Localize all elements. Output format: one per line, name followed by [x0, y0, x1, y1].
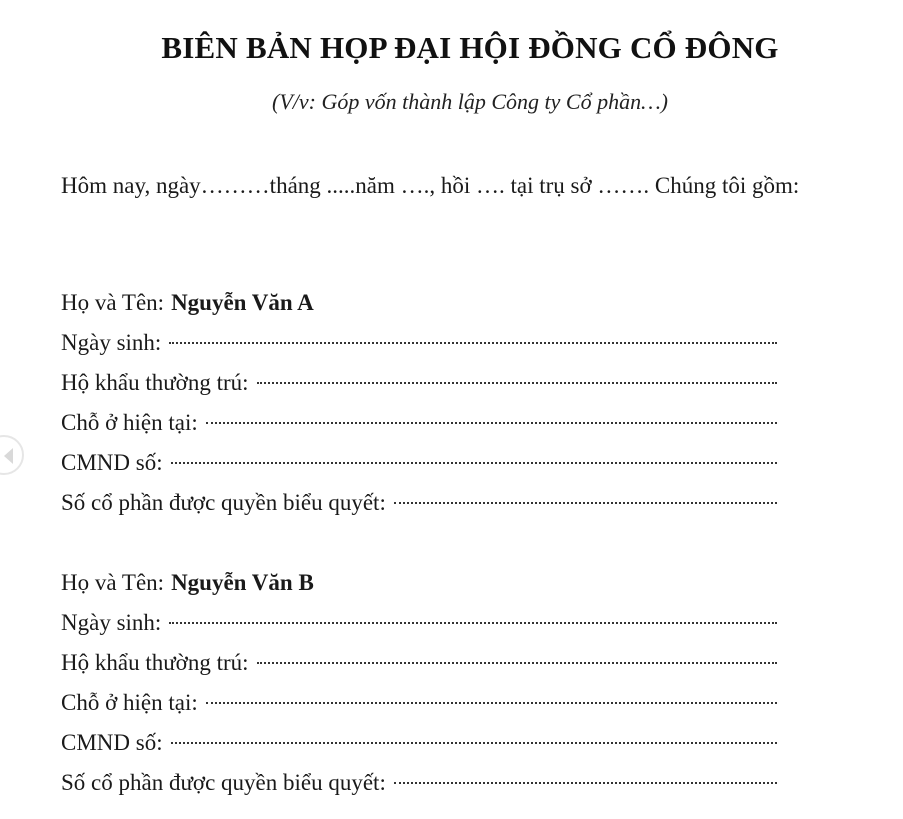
birth-row: [61, 323, 777, 363]
residence-label: Hộ khẩu thường trú:: [61, 650, 249, 675]
name-label: Họ và Tên:: [61, 570, 165, 595]
name-value: Nguyễn Văn B: [171, 570, 314, 595]
shareholder-block-b: [61, 563, 777, 803]
id-field[interactable]: [171, 462, 777, 464]
shares-row: [61, 483, 777, 523]
name-row: [61, 283, 777, 323]
id-label: CMND số:: [61, 730, 163, 755]
id-field[interactable]: [171, 742, 777, 744]
name-value: Nguyễn Văn A: [171, 290, 314, 315]
shares-field[interactable]: [394, 782, 777, 784]
current-address-field[interactable]: [206, 702, 777, 704]
residence-row: [61, 643, 777, 683]
document-subtitle: (V/v: Góp vốn thành lập Công ty Cổ phần…): [272, 89, 668, 114]
birth-label: Ngày sinh:: [61, 330, 162, 355]
shares-row: [61, 763, 777, 803]
name-row: [61, 563, 777, 603]
current-address-row: [61, 683, 777, 723]
id-label: CMND số:: [61, 450, 163, 475]
current-address-row: [61, 403, 777, 443]
shares-label: Số cổ phần được quyền biểu quyết:: [61, 490, 386, 515]
id-row: [61, 443, 777, 483]
intro-paragraph: Hôm nay, ngày………tháng .....năm …., hồi …. tại trụ sở ……. Chúng tôi gồm:: [61, 173, 800, 198]
birth-row: [61, 603, 777, 643]
document-title: BIÊN BẢN HỌP ĐẠI HỘI ĐỒNG CỔ ĐÔNG: [161, 30, 779, 65]
residence-label: Hộ khẩu thường trú:: [61, 370, 249, 395]
birth-field[interactable]: [169, 342, 777, 344]
birth-label: Ngày sinh:: [61, 610, 162, 635]
current-address-field[interactable]: [206, 422, 777, 424]
residence-row: [61, 363, 777, 403]
shares-field[interactable]: [394, 502, 777, 504]
birth-field[interactable]: [169, 622, 777, 624]
id-row: [61, 723, 777, 763]
chevron-left-icon: [4, 448, 13, 464]
shareholder-block-a: [61, 283, 777, 523]
current-address-label: Chỗ ở hiện tại:: [61, 410, 198, 435]
name-label: Họ và Tên:: [61, 290, 165, 315]
residence-field[interactable]: [257, 382, 777, 384]
previous-page-button[interactable]: [0, 435, 24, 475]
residence-field[interactable]: [257, 662, 777, 664]
current-address-label: Chỗ ở hiện tại:: [61, 690, 198, 715]
shares-label: Số cổ phần được quyền biểu quyết:: [61, 770, 386, 795]
